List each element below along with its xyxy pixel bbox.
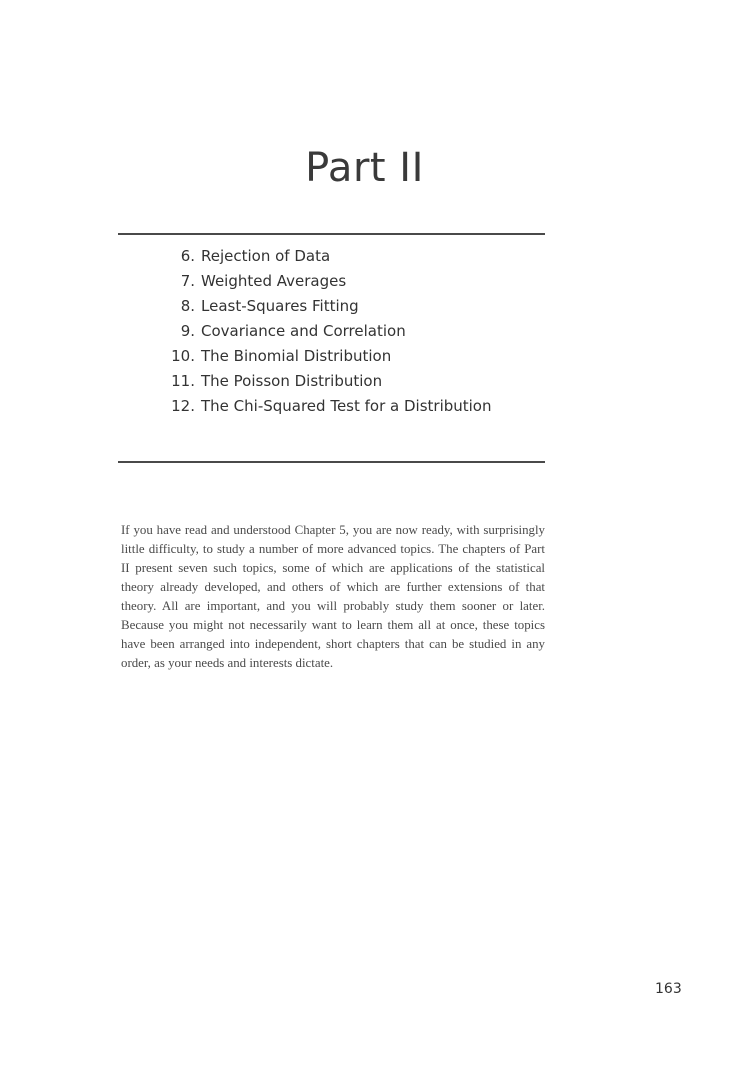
chapter-item xyxy=(157,394,492,419)
page-number: 163 xyxy=(655,981,682,997)
part-title: Part II xyxy=(305,145,424,191)
top-rule xyxy=(118,233,545,235)
chapter-title: The Chi-Squared Test for a Distribution xyxy=(201,397,492,415)
chapter-number: 7. xyxy=(180,272,195,290)
chapter-item xyxy=(157,344,492,369)
chapter-number: 8. xyxy=(180,297,195,315)
chapter-item xyxy=(157,294,492,319)
chapter-number: 12. xyxy=(171,397,195,415)
chapter-number: 10. xyxy=(171,347,195,365)
bottom-rule xyxy=(118,461,545,463)
chapter-title: Rejection of Data xyxy=(201,247,331,265)
chapter-title: The Poisson Distribution xyxy=(201,372,383,390)
chapter-number: 6. xyxy=(180,247,195,265)
chapter-list xyxy=(157,244,492,419)
chapter-item xyxy=(157,269,492,294)
chapter-item xyxy=(157,244,492,269)
intro-paragraph: If you have read and understood Chapter 5, you are now ready, with surprisingly little difficulty, to study a number of more advanced topics. The chapters of Part II present seven such topics, some of which are applications of the statistical theory already developed, and others of which are further extensions of that theory. All are important, and you will probably study them sooner or later. Because you might not necessarily want to learn them all at once, these topics have been arranged into independent, short chapters that can be studied in any order, as your needs and interests dictate. xyxy=(121,523,545,670)
chapter-item xyxy=(157,319,492,344)
chapter-title: The Binomial Distribution xyxy=(201,347,392,365)
chapter-number: 11. xyxy=(171,372,195,390)
chapter-title: Least-Squares Fitting xyxy=(201,297,359,315)
chapter-title: Weighted Averages xyxy=(201,272,347,290)
chapter-item xyxy=(157,369,492,394)
chapter-title: Covariance and Correlation xyxy=(201,322,406,340)
chapter-number: 9. xyxy=(180,322,195,340)
